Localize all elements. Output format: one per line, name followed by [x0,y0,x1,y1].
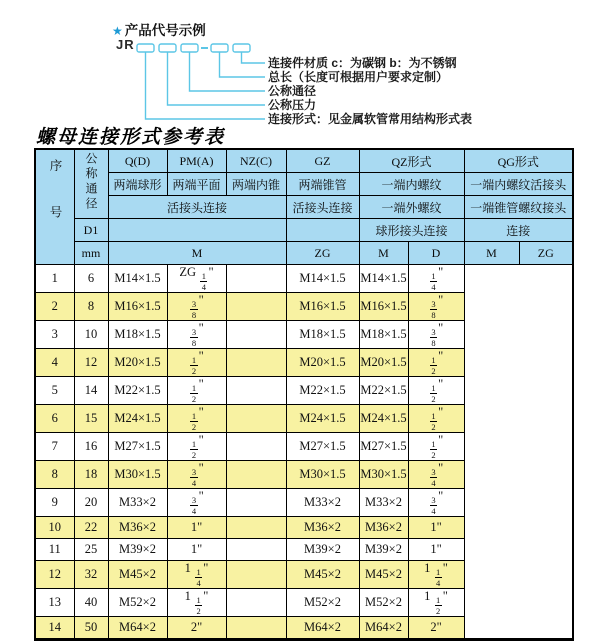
table-cell: $\frac{3}{4}$ " [167,460,226,488]
table-cell: 2" [167,616,226,639]
table-cell: M16×1.5 [359,292,408,320]
header-qg-desc1: 一端内螺纹活接头 [464,173,573,196]
table-cell: M39×2 [359,538,408,560]
table-row [35,348,573,376]
table-cell [226,432,286,460]
table-cell: $\frac{1}{2}$ " [167,432,226,460]
table-cell: 1 $\frac{1}{4}$ " [167,560,226,588]
table-cell: 25 [74,538,108,560]
table-cell: 13 [35,588,74,616]
table-cell: $\frac{3}{8}$ " [408,292,464,320]
table-cell: 1" [408,516,464,538]
table-cell: M33×2 [108,488,167,516]
callout-line-4 [168,52,266,105]
header-row-1 [35,149,573,173]
table-cell [226,538,286,560]
table-cell: M64×2 [359,616,408,639]
table-cell: 8 [35,460,74,488]
table-cell: 12 [35,560,74,588]
table-cell: 6 [74,265,108,293]
table-cell [226,376,286,404]
table-cell: 14 [74,376,108,404]
callout-line-5 [146,52,266,119]
header-row-2 [35,173,573,196]
code-box-5 [233,44,250,52]
header-union-conn: 活接头连接 [108,196,286,219]
header-row-5 [35,242,573,265]
table-cell: 5 [35,376,74,404]
table-cell: 14 [35,616,74,639]
table-cell: M52×2 [286,588,359,616]
table-cell [226,292,286,320]
header-nominal-diameter: 公称通径 [74,149,108,219]
code-box-2 [159,44,176,52]
header-row-3 [35,196,573,219]
header-nz-desc: 两端内锥 [226,173,286,196]
table-cell: $\frac{1}{4}$ " [408,265,464,293]
reference-table [34,148,574,641]
table-cell [226,560,286,588]
table-cell: 10 [35,516,74,538]
table-cell: M36×2 [108,516,167,538]
table-row [35,292,573,320]
table-cell: $\frac{3}{8}$ " [167,292,226,320]
table-row [35,376,573,404]
code-box-1 [137,44,154,52]
table-cell [226,265,286,293]
table-cell: M24×1.5 [286,404,359,432]
code-box-4 [211,44,228,52]
table-cell: $\frac{1}{2}$ " [167,404,226,432]
table-cell: M33×2 [359,488,408,516]
table-cell: M14×1.5 [108,265,167,293]
table-cell: $\frac{3}{4}$ " [167,488,226,516]
table-header [35,149,573,265]
table-cell: M33×2 [286,488,359,516]
table-cell: M30×1.5 [286,460,359,488]
table-cell: M39×2 [108,538,167,560]
header-qz-conn: 球形接头连接 [359,219,464,242]
table-cell: 2 [35,292,74,320]
header-gz-conn: 活接头连接 [286,196,359,219]
table-cell: M64×2 [286,616,359,639]
header-blank-gz [286,219,359,242]
header-sub-zg: ZG [286,242,359,265]
callout-label-length: 总长（长度可根据用户要求定制） [268,70,449,84]
table-cell: 22 [74,516,108,538]
header-col-qz: QZ形式 [359,149,464,173]
table-cell: 15 [74,404,108,432]
header-d1: D1 [74,219,108,242]
header-col-q: Q(D) [108,149,167,173]
table-row [35,460,573,488]
callout-line-2 [220,52,266,77]
table-cell: $\frac{1}{2}$ " [408,376,464,404]
table-cell: $\frac{1}{2}$ " [408,432,464,460]
table-cell [226,488,286,516]
callout-label-pressure: 公称压力 [268,98,317,112]
table-cell: 12 [74,348,108,376]
header-col-qg: QG形式 [464,149,573,173]
header-sub-zg-qg: ZG [519,242,573,265]
table-cell: $\frac{3}{8}$ " [167,320,226,348]
table-cell: 6 [35,404,74,432]
table-cell: M18×1.5 [286,320,359,348]
table-cell: M16×1.5 [286,292,359,320]
table-row [35,516,573,538]
table-cell: 9 [35,488,74,516]
header-q-desc: 两端球形 [108,173,167,196]
table-cell [226,460,286,488]
table-title: 螺母连接形式参考表 [36,126,226,148]
header-col-gz: GZ [286,149,359,173]
table-cell: ZG $\frac{1}{4}$ " [167,265,226,293]
table-cell: 50 [74,616,108,639]
table-cell: M36×2 [359,516,408,538]
table-cell: 8 [74,292,108,320]
header-sub-m-wide: M [108,242,286,265]
table-row [35,616,573,639]
table-cell: M20×1.5 [108,348,167,376]
table-row [35,588,573,616]
table-cell: 1" [408,538,464,560]
table-cell: $\frac{1}{2}$ " [408,348,464,376]
table-cell: 2" [408,616,464,639]
table-row [35,560,573,588]
header-gz-desc: 两端锥管 [286,173,359,196]
header-col-nz: NZ(C) [226,149,286,173]
table-cell: 1 $\frac{1}{4}$ " [408,560,464,588]
header-blank-wide [108,219,286,242]
header-row-4 [35,219,573,242]
table-cell: 3 [35,320,74,348]
table-cell [226,320,286,348]
table-cell: M22×1.5 [108,376,167,404]
callout-label-connection: 连接形式：见金属软管常用结构形式表 [268,112,473,126]
header-qg-conn: 连接 [464,219,573,242]
table-cell: 1" [167,538,226,560]
code-box-3 [181,44,198,52]
table-cell: M64×2 [108,616,167,639]
diagram-heading [112,19,206,39]
table-cell: M52×2 [108,588,167,616]
table-cell: M30×1.5 [359,460,408,488]
table-cell: M36×2 [286,516,359,538]
table-cell: $\frac{3}{8}$ " [408,320,464,348]
header-sub-d: D [408,242,464,265]
table-cell: M24×1.5 [359,404,408,432]
table-cell: M20×1.5 [359,348,408,376]
table-cell: 11 [35,538,74,560]
table-cell: M27×1.5 [286,432,359,460]
table-cell: $\frac{1}{2}$ " [167,376,226,404]
callout-line-3 [190,52,266,91]
table-cell: M39×2 [286,538,359,560]
table-cell [226,404,286,432]
table-cell: M27×1.5 [108,432,167,460]
table-cell: 40 [74,588,108,616]
header-sub-m-qg: M [464,242,519,265]
table-row [35,265,573,293]
table-cell: 7 [35,432,74,460]
table-cell: 18 [74,460,108,488]
callout-label-diameter: 公称通径 [268,84,317,98]
table-cell [226,516,286,538]
table-cell: M27×1.5 [359,432,408,460]
table-cell: M16×1.5 [108,292,167,320]
table-cell: 1" [167,516,226,538]
table-cell [226,616,286,639]
table-cell: 20 [74,488,108,516]
table-cell: 1 $\frac{1}{2}$ " [167,588,226,616]
table-cell: $\frac{3}{4}$ " [408,460,464,488]
table-cell: M20×1.5 [286,348,359,376]
header-sub-m-qz: M [359,242,408,265]
table-row [35,320,573,348]
table-cell: M18×1.5 [108,320,167,348]
table-row [35,488,573,516]
star-icon: ★ [112,24,123,38]
header-qg-desc2: 一端锥管螺纹接头 [464,196,573,219]
table-cell: $\frac{3}{4}$ " [408,488,464,516]
callout-line-1 [242,52,266,63]
table-cell: M52×2 [359,588,408,616]
header-seq: 序号 [35,149,74,265]
table-row [35,538,573,560]
header-pm-desc: 两端平面 [167,173,226,196]
table-cell: 32 [74,560,108,588]
table-cell: M45×2 [359,560,408,588]
header-qz-desc2: 一端外螺纹 [359,196,464,219]
table-cell: M18×1.5 [359,320,408,348]
header-mm: mm [74,242,108,265]
table-cell: 1 [35,265,74,293]
table-cell: 1 $\frac{1}{2}$ " [408,588,464,616]
diagram-heading-text: 产品代号示例 [124,23,206,38]
table-cell: $\frac{1}{2}$ " [167,348,226,376]
table-cell: M45×2 [286,560,359,588]
table-body [35,265,573,640]
table-cell: 16 [74,432,108,460]
table-cell: 4 [35,348,74,376]
table-cell: $\frac{1}{2}$ " [408,404,464,432]
table-cell: M30×1.5 [108,460,167,488]
code-prefix: JR [116,37,135,52]
table-cell: M14×1.5 [286,265,359,293]
table-cell: M45×2 [108,560,167,588]
header-qz-desc1: 一端内螺纹 [359,173,464,196]
header-col-pm: PM(A) [167,149,226,173]
table-cell: M14×1.5 [359,265,408,293]
table-cell: 10 [74,320,108,348]
table-cell: M22×1.5 [286,376,359,404]
table-cell [226,588,286,616]
table-row [35,432,573,460]
table-cell: M22×1.5 [359,376,408,404]
table-cell: M24×1.5 [108,404,167,432]
table-cell [226,348,286,376]
callout-label-material: 连接件材质 c：为碳钢 b：为不锈钢 [268,56,457,70]
table-row [35,404,573,432]
